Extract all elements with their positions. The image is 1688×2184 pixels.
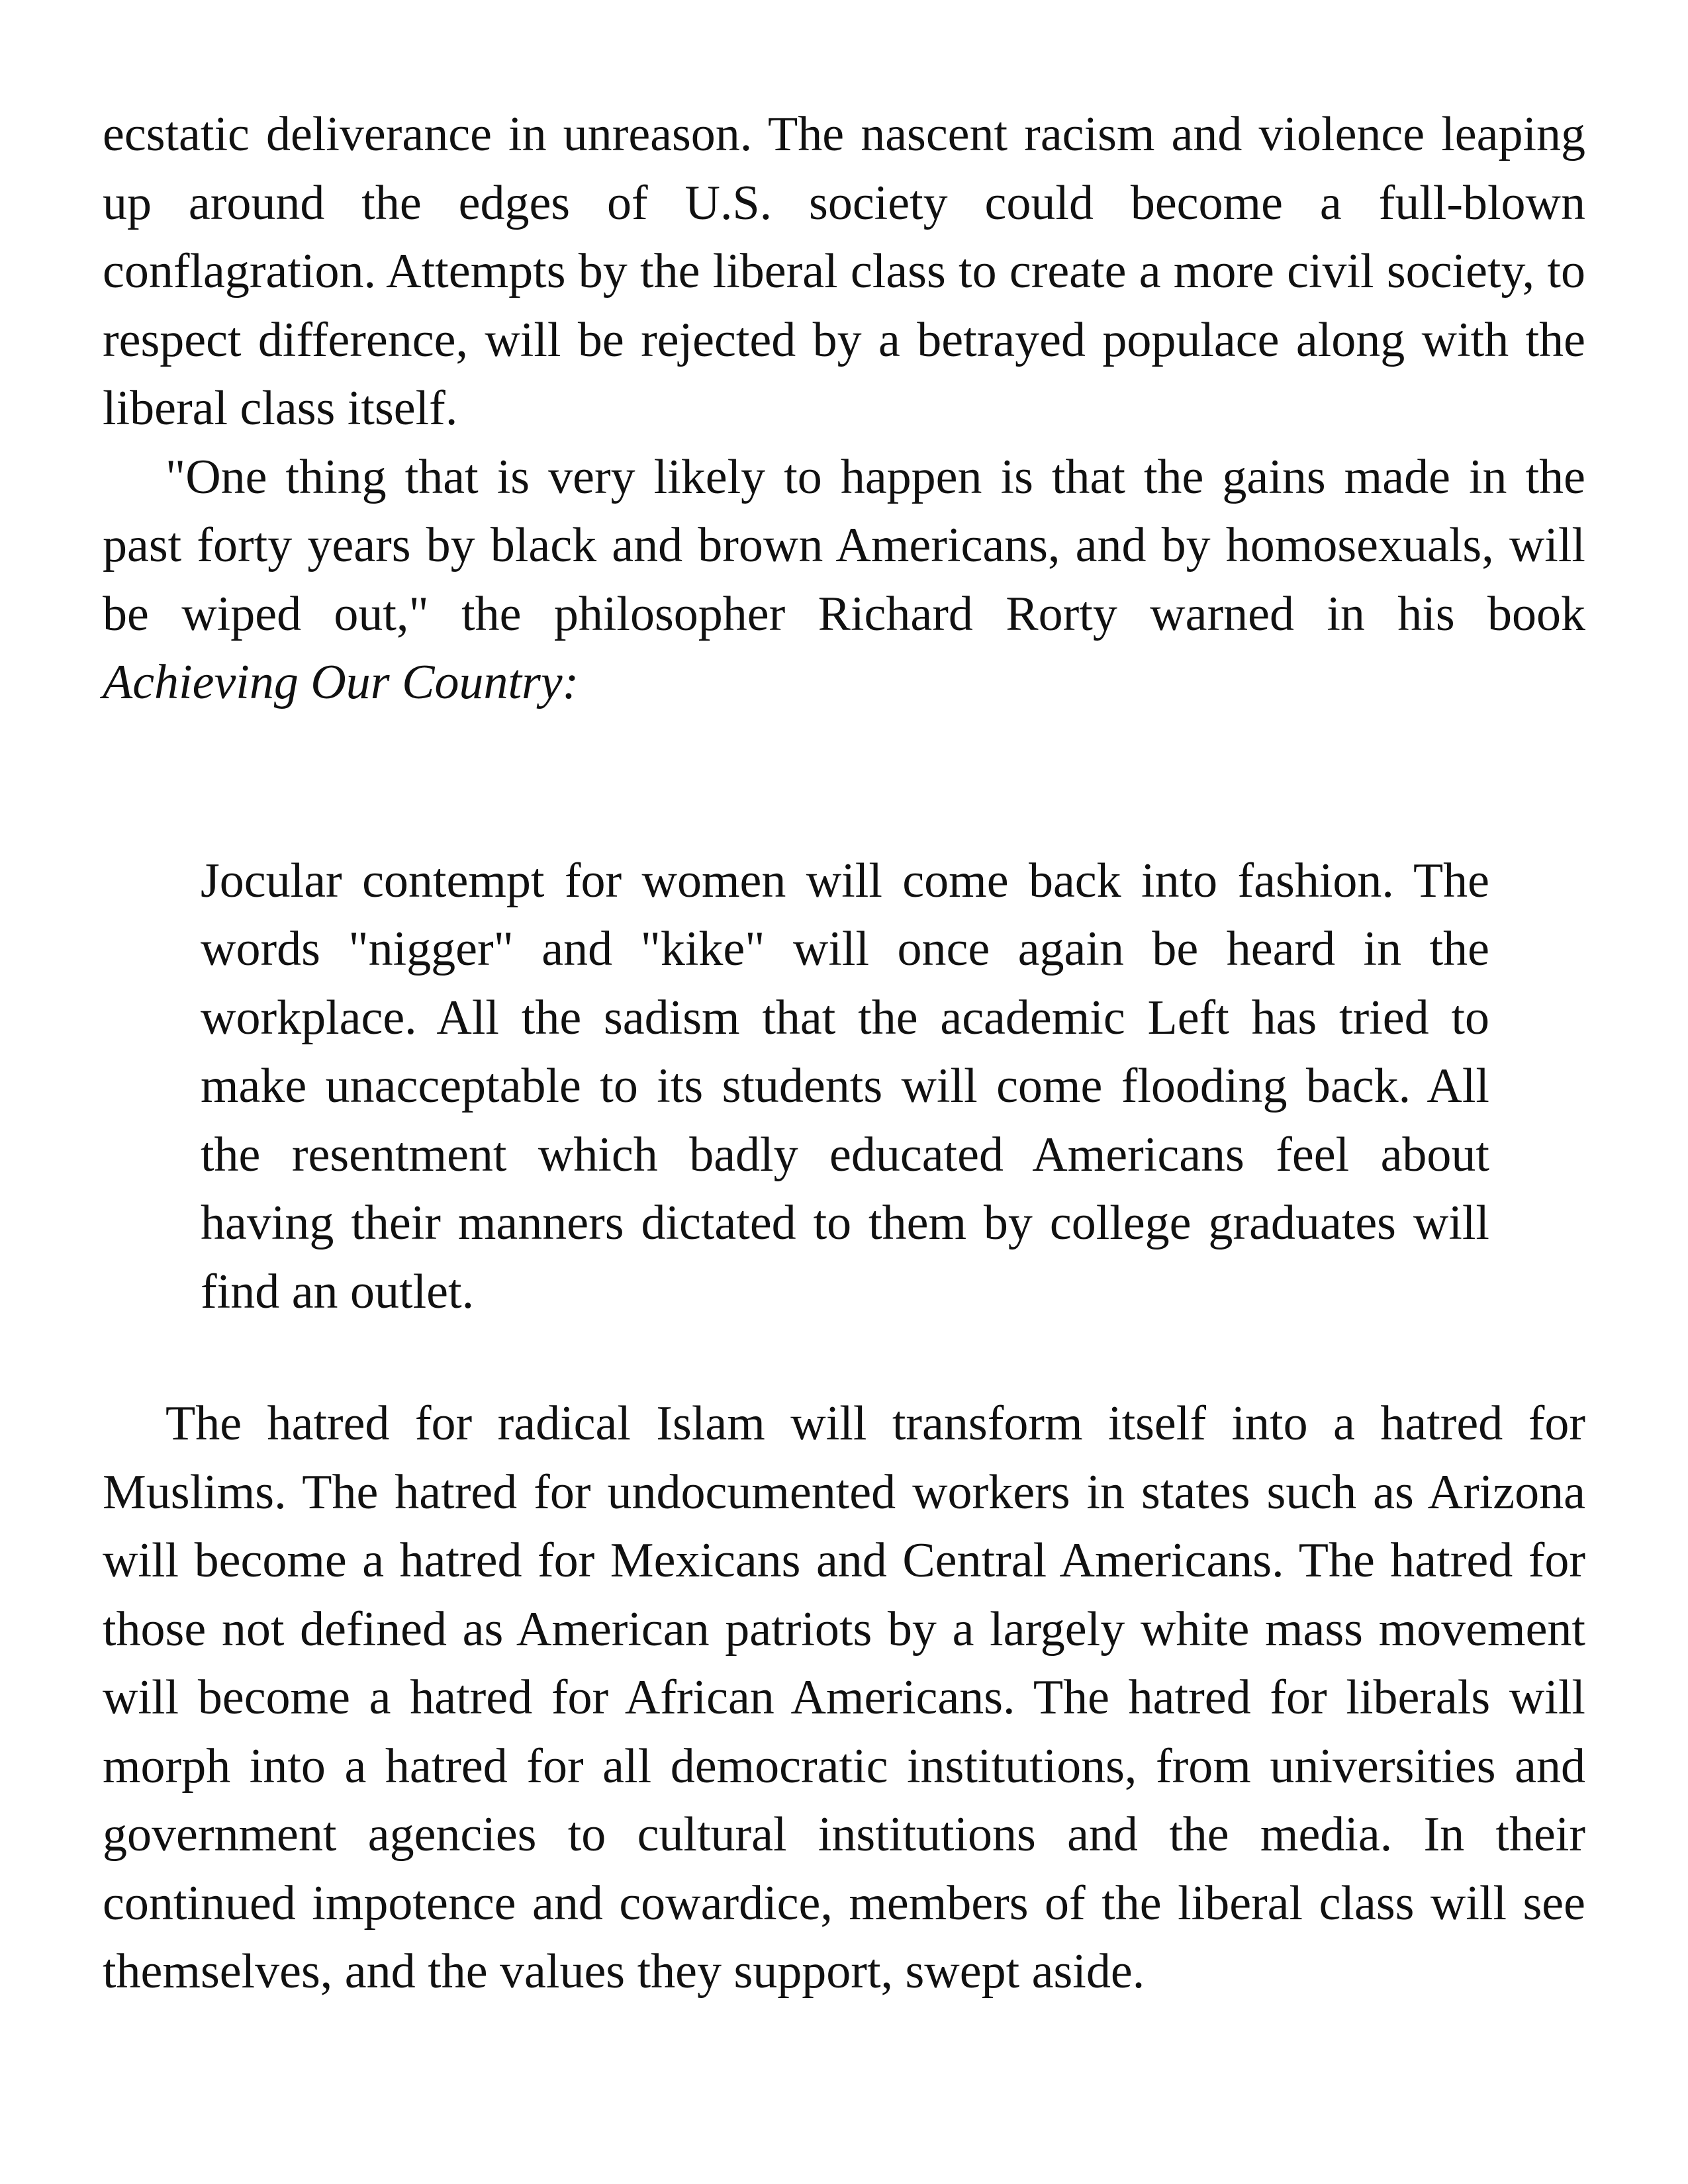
paragraph-rorty-intro bbox=[103, 443, 1585, 717]
page-body bbox=[103, 101, 1585, 2007]
block-quote: Jocular contempt for women will come back into fashion. The words "nigger" and "kike" will once again be heard in the workplace. All the sadism that the academic Left has tried to make unacceptable to its students will come flooding back. All the resentment which badly educated Americans feel about having their manners dictated to them by college graduates will find an outlet. bbox=[201, 853, 1489, 1319]
book-title: Achieving Our Country: bbox=[103, 655, 579, 709]
paragraph-continuation: ecstatic deliverance in unreason. The nascent racism and violence leaping up around the edges of U.S. society could become a full-blown conflagration. Attempts by the liberal class to create a more civil society, to respect difference, will be rejected by a betrayed populace along with the liberal class itself. bbox=[103, 107, 1585, 435]
paragraph-hatred: The hatred for radical Islam will transform itself into a hatred for Muslims. The hatred for undocumented workers in states such as Arizona will become a hatred for Mexicans and Central Americans. The hatred for those not defined as American patriots by a largely white mass movement will become a hatred for African Americans. The hatred for liberals will morph into a hatred for all democratic institutions, from universities and government agencies to cultural institutions and the media. In their continued impotence and cowardice, members of the liberal class will see themselves, and the values they support, swept aside. bbox=[103, 1396, 1585, 1999]
rorty-intro-text: "One thing that is very likely to happen is that the gains made in the past forty years by black and brown Americans, and by homosexuals, will be wiped out," the philosopher Richard Rorty warned in his book bbox=[103, 449, 1585, 641]
